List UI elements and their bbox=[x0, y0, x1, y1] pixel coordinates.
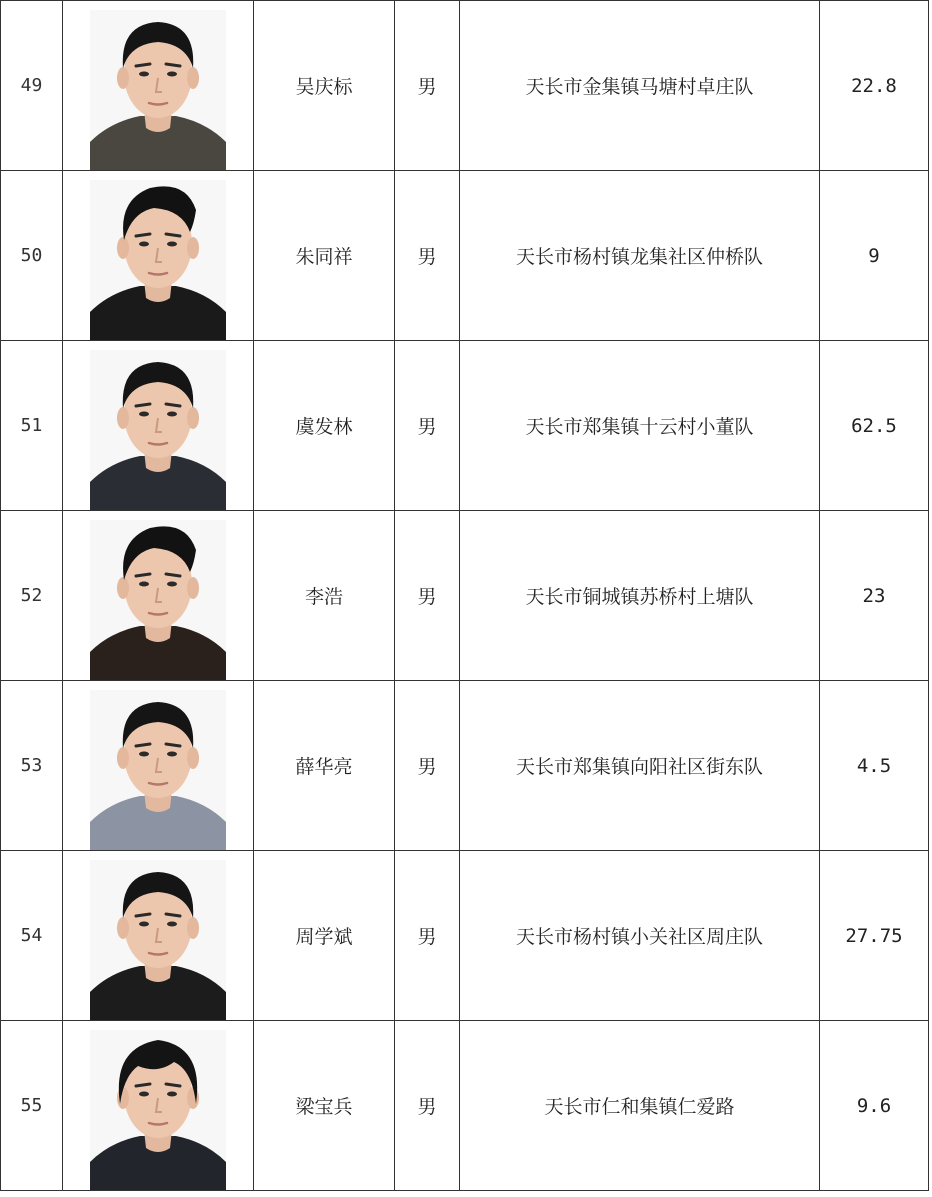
gender-cell: 男 bbox=[395, 681, 460, 851]
address-cell: 天长市郑集镇十云村小董队 bbox=[460, 341, 820, 511]
portrait-photo bbox=[90, 350, 226, 510]
amount-cell: 23 bbox=[820, 511, 929, 681]
row-number: 51 bbox=[1, 341, 63, 511]
table-row bbox=[1, 511, 929, 681]
photo-cell bbox=[63, 1, 254, 171]
row-number: 50 bbox=[1, 171, 63, 341]
portrait-photo bbox=[90, 860, 226, 1020]
address-cell: 天长市金集镇马塘村卓庄队 bbox=[460, 1, 820, 171]
portrait-photo bbox=[90, 520, 226, 680]
gender-cell: 男 bbox=[395, 1, 460, 171]
address-cell: 天长市杨村镇龙集社区仲桥队 bbox=[460, 171, 820, 341]
amount-cell: 9 bbox=[820, 171, 929, 341]
name-cell: 梁宝兵 bbox=[254, 1021, 395, 1191]
photo-cell bbox=[63, 1021, 254, 1191]
gender-cell: 男 bbox=[395, 851, 460, 1021]
table-row bbox=[1, 1, 929, 171]
table-row bbox=[1, 341, 929, 511]
row-number: 49 bbox=[1, 1, 63, 171]
name-cell: 朱同祥 bbox=[254, 171, 395, 341]
row-number: 52 bbox=[1, 511, 63, 681]
name-cell: 周学斌 bbox=[254, 851, 395, 1021]
name-cell: 薛华亮 bbox=[254, 681, 395, 851]
amount-cell: 4.5 bbox=[820, 681, 929, 851]
address-cell: 天长市杨村镇小关社区周庄队 bbox=[460, 851, 820, 1021]
gender-cell: 男 bbox=[395, 171, 460, 341]
name-cell: 吴庆标 bbox=[254, 1, 395, 171]
gender-cell: 男 bbox=[395, 511, 460, 681]
portrait-photo bbox=[90, 690, 226, 850]
address-cell: 天长市郑集镇向阳社区街东队 bbox=[460, 681, 820, 851]
gender-cell: 男 bbox=[395, 341, 460, 511]
gender-cell: 男 bbox=[395, 1021, 460, 1191]
table-row bbox=[1, 681, 929, 851]
photo-cell bbox=[63, 681, 254, 851]
row-number: 55 bbox=[1, 1021, 63, 1191]
address-cell: 天长市仁和集镇仁爱路 bbox=[460, 1021, 820, 1191]
row-number: 53 bbox=[1, 681, 63, 851]
address-cell: 天长市铜城镇苏桥村上塘队 bbox=[460, 511, 820, 681]
table-row bbox=[1, 851, 929, 1021]
amount-cell: 62.5 bbox=[820, 341, 929, 511]
portrait-photo bbox=[90, 180, 226, 340]
amount-cell: 22.8 bbox=[820, 1, 929, 171]
portrait-photo bbox=[90, 10, 226, 170]
table-body bbox=[1, 1, 929, 1191]
portrait-photo bbox=[90, 1030, 226, 1190]
photo-cell bbox=[63, 511, 254, 681]
photo-cell bbox=[63, 171, 254, 341]
photo-cell bbox=[63, 341, 254, 511]
name-cell: 李浩 bbox=[254, 511, 395, 681]
amount-cell: 9.6 bbox=[820, 1021, 929, 1191]
row-number: 54 bbox=[1, 851, 63, 1021]
photo-cell bbox=[63, 851, 254, 1021]
name-cell: 虞发林 bbox=[254, 341, 395, 511]
table-row bbox=[1, 171, 929, 341]
table-row bbox=[1, 1021, 929, 1191]
amount-cell: 27.75 bbox=[820, 851, 929, 1021]
